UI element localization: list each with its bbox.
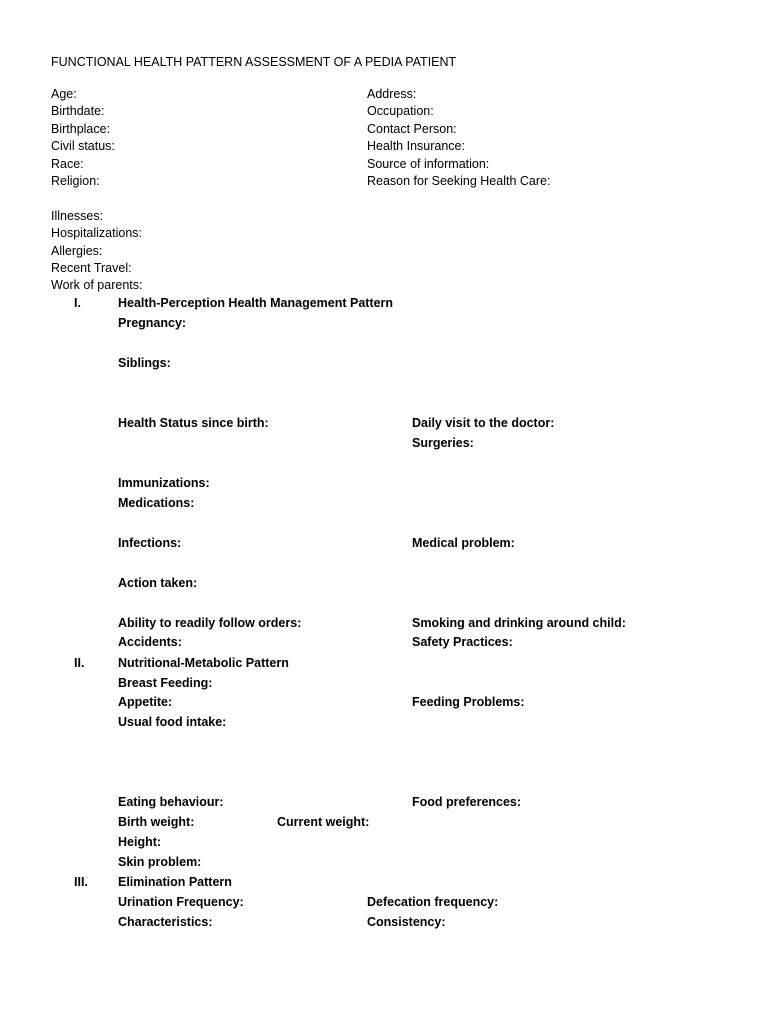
- label-skin-problem: Skin problem:: [118, 855, 202, 869]
- label-age: Age:: [51, 87, 77, 101]
- label-safety-practices: Safety Practices:: [412, 635, 513, 649]
- label-smoking-drinking-around-child: Smoking and drinking around child:: [412, 616, 626, 630]
- label-religion: Religion:: [51, 174, 100, 188]
- label-siblings: Siblings:: [118, 356, 171, 370]
- section-2-heading: Nutritional-Metabolic Pattern: [118, 656, 289, 670]
- label-hospitalizations: Hospitalizations:: [51, 226, 143, 240]
- label-birth-weight: Birth weight:: [118, 815, 195, 829]
- label-birthplace: Birthplace:: [51, 122, 111, 136]
- label-breast-feeding: Breast Feeding:: [118, 676, 213, 690]
- label-action-taken: Action taken:: [118, 576, 198, 590]
- section-2-number: II.: [74, 656, 85, 670]
- label-current-weight: Current weight:: [277, 815, 370, 829]
- label-source-of-information: Source of information:: [367, 157, 490, 171]
- label-civil-status: Civil status:: [51, 139, 115, 153]
- label-reason-for-seeking-care: Reason for Seeking Health Care:: [367, 174, 551, 188]
- section-1-number: I.: [74, 296, 81, 310]
- label-surgeries: Surgeries:: [412, 436, 474, 450]
- label-medications: Medications:: [118, 496, 195, 510]
- label-health-insurance: Health Insurance:: [367, 139, 465, 153]
- label-height: Height:: [118, 835, 162, 849]
- label-daily-visit-to-doctor: Daily visit to the doctor:: [412, 416, 555, 430]
- label-work-of-parents: Work of parents:: [51, 278, 143, 292]
- label-race: Race:: [51, 157, 84, 171]
- label-defecation-frequency: Defecation frequency:: [367, 895, 499, 909]
- label-immunizations: Immunizations:: [118, 476, 210, 490]
- label-allergies: Allergies:: [51, 244, 103, 258]
- label-address: Address:: [367, 87, 417, 101]
- label-occupation: Occupation:: [367, 104, 434, 118]
- label-accidents: Accidents:: [118, 635, 182, 649]
- label-recent-travel: Recent Travel:: [51, 261, 132, 275]
- label-feeding-problems: Feeding Problems:: [412, 695, 525, 709]
- label-birthdate: Birthdate:: [51, 104, 105, 118]
- label-appetite: Appetite:: [118, 695, 173, 709]
- label-infections: Infections:: [118, 536, 182, 550]
- label-consistency: Consistency:: [367, 915, 446, 929]
- label-contact-person: Contact Person:: [367, 122, 457, 136]
- label-eating-behaviour: Eating behaviour:: [118, 795, 224, 809]
- label-ability-to-follow-orders: Ability to readily follow orders:: [118, 616, 302, 630]
- label-medical-problem: Medical problem:: [412, 536, 515, 550]
- document-title: FUNCTIONAL HEALTH PATTERN ASSESSMENT OF A PEDIA PATIENT: [51, 55, 457, 69]
- label-usual-food-intake: Usual food intake:: [118, 715, 227, 729]
- section-3-number: III.: [74, 875, 88, 889]
- label-health-status-since-birth: Health Status since birth:: [118, 416, 269, 430]
- label-pregnancy: Pregnancy:: [118, 316, 187, 330]
- section-3-heading: Elimination Pattern: [118, 875, 232, 889]
- label-food-preferences: Food preferences:: [412, 795, 522, 809]
- label-illnesses: Illnesses:: [51, 209, 104, 223]
- section-1-heading: Health-Perception Health Management Pattern: [118, 296, 394, 310]
- label-characteristics: Characteristics:: [118, 915, 213, 929]
- label-urination-frequency: Urination Frequency:: [118, 895, 244, 909]
